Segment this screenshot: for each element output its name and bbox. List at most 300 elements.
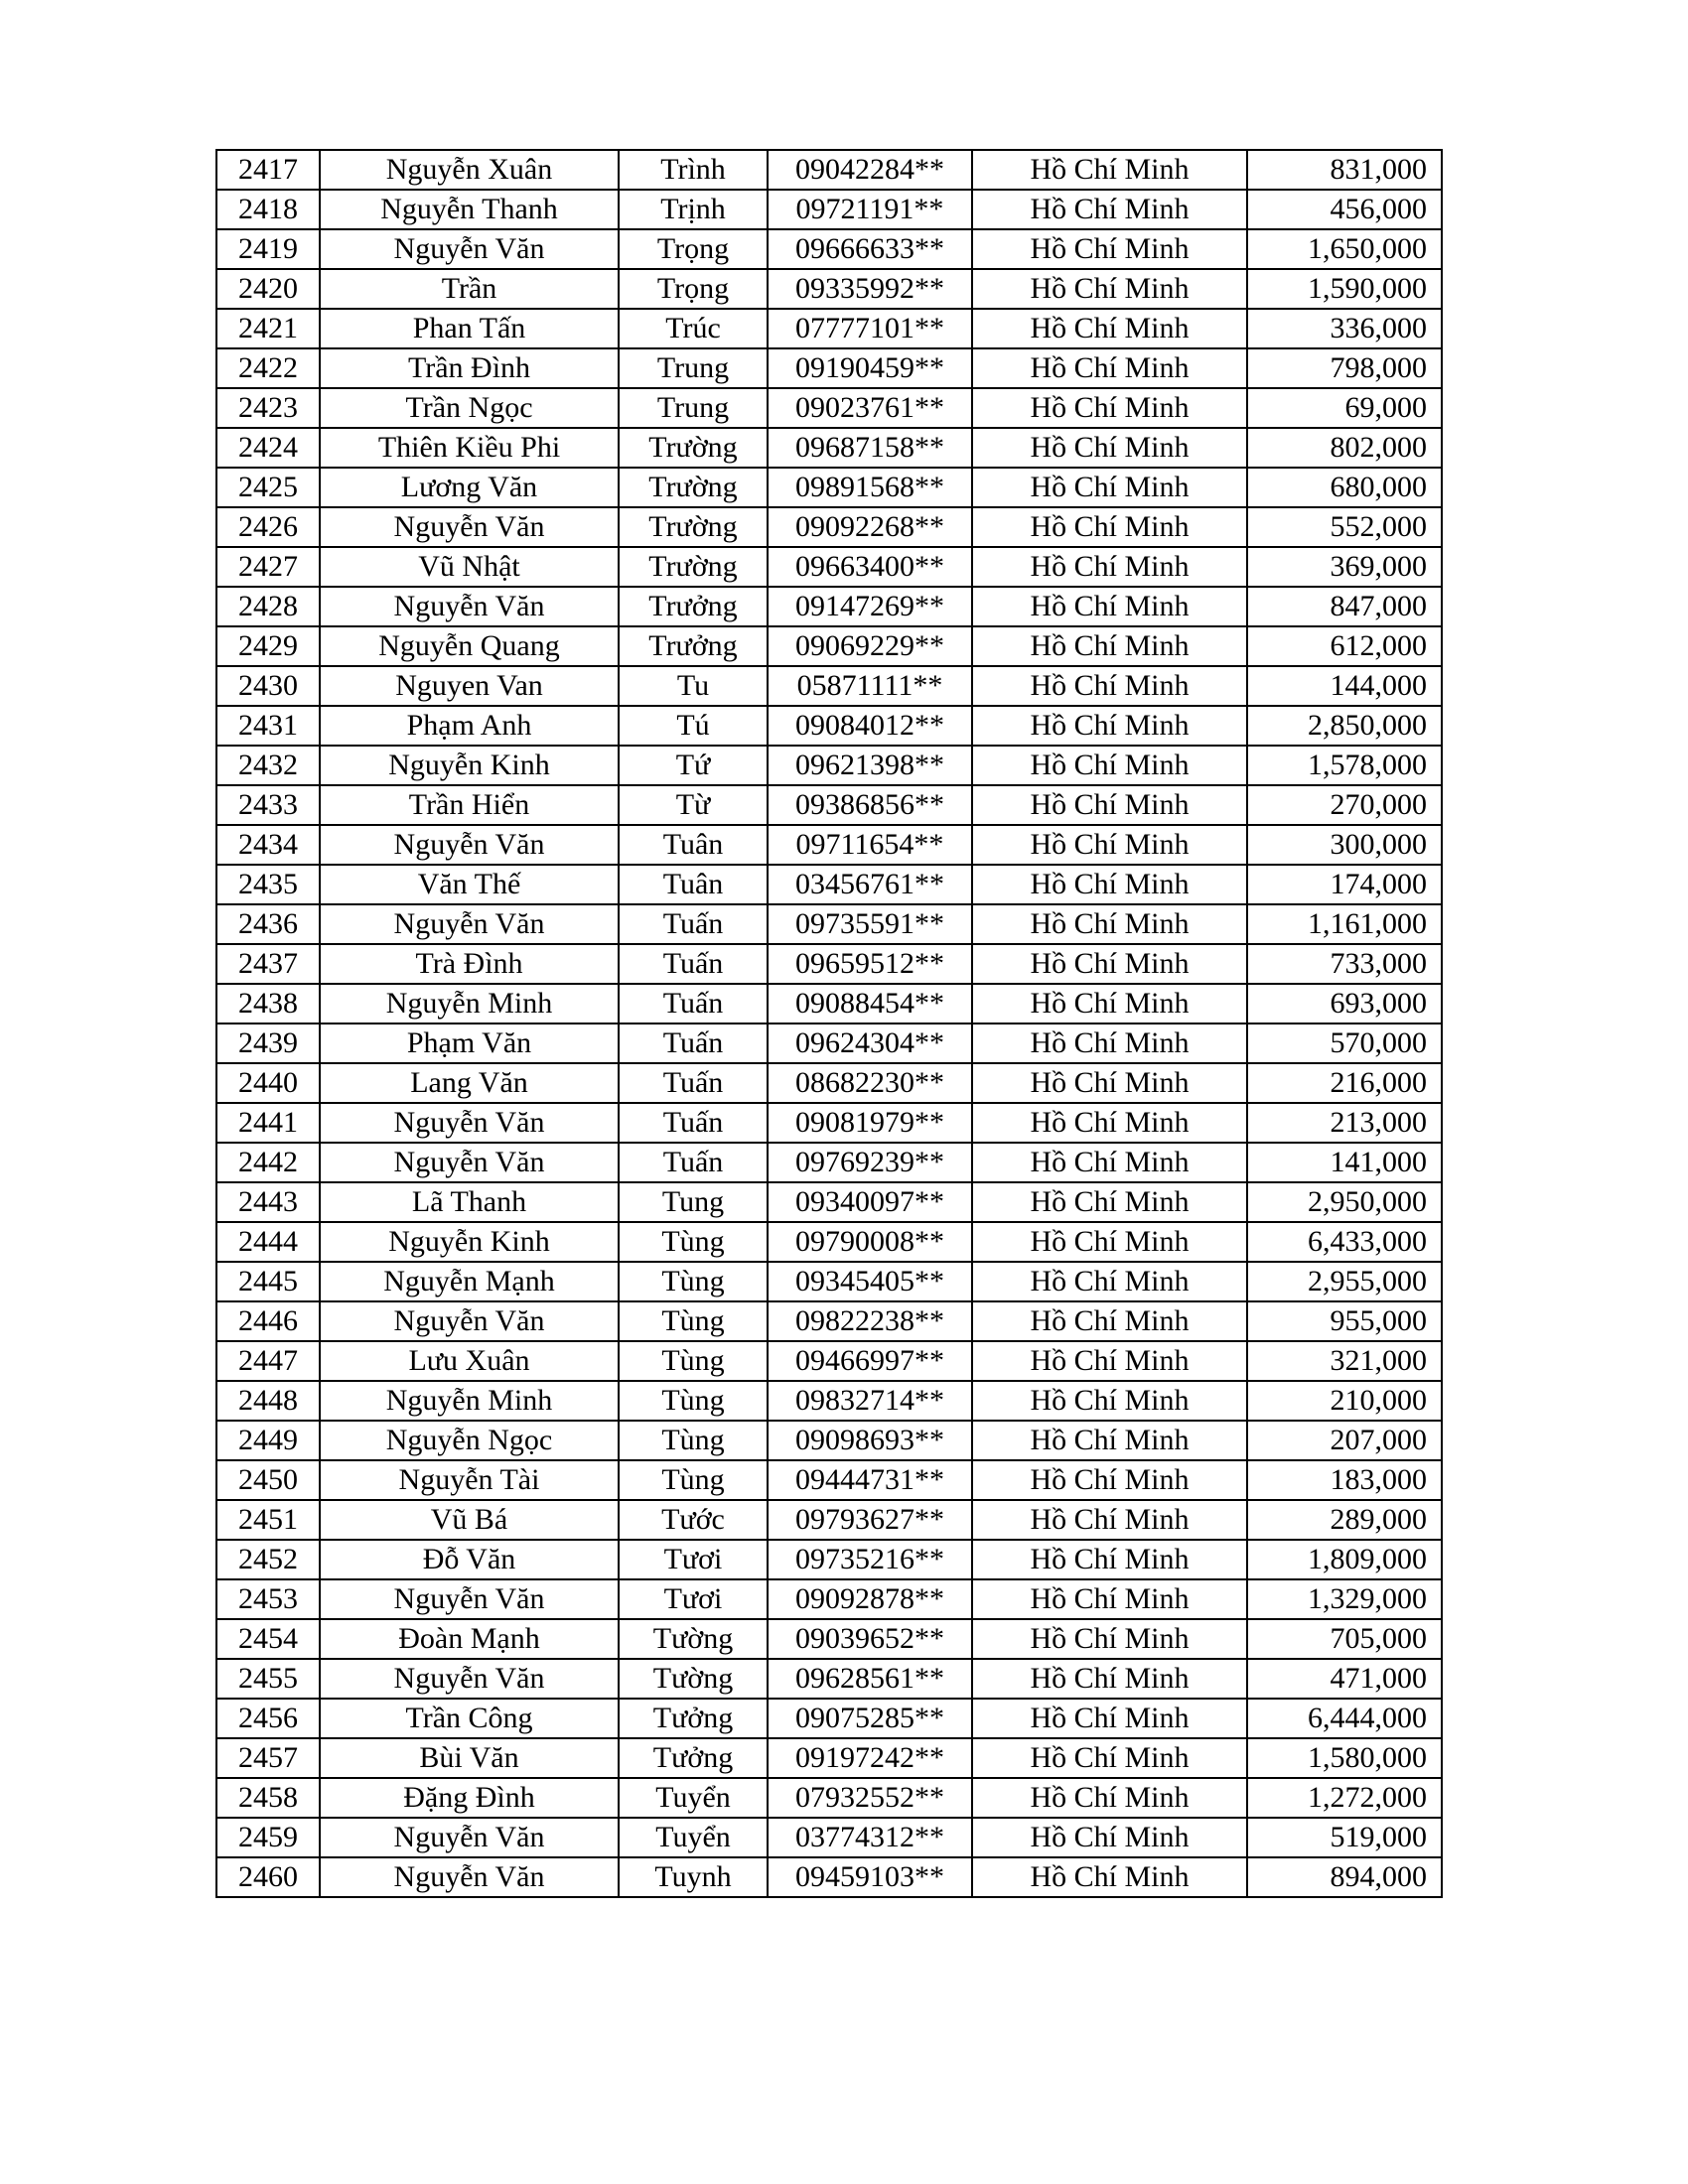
phone-number-cell: 09793627** (768, 1500, 972, 1540)
table-row (216, 1143, 1442, 1182)
amount-cell: 1,590,000 (1247, 269, 1442, 309)
last-middle-name-cell: Nguyễn Văn (320, 825, 619, 865)
first-name-cell: Tưởng (619, 1699, 768, 1738)
last-middle-name-cell: Nguyễn Văn (320, 1857, 619, 1897)
amount-cell: 1,650,000 (1247, 229, 1442, 269)
phone-number-cell: 09687158** (768, 428, 972, 468)
city-cell: Hồ Chí Minh (972, 865, 1247, 904)
row-number-cell: 2444 (216, 1222, 320, 1262)
first-name-cell: Từ (619, 785, 768, 825)
phone-number-cell: 09084012** (768, 706, 972, 746)
row-number-cell: 2432 (216, 746, 320, 785)
last-middle-name-cell: Nguyễn Mạnh (320, 1262, 619, 1301)
last-middle-name-cell: Nguyễn Văn (320, 587, 619, 626)
row-number-cell: 2448 (216, 1381, 320, 1421)
first-name-cell: Tuân (619, 825, 768, 865)
last-middle-name-cell: Đoàn Mạnh (320, 1619, 619, 1659)
first-name-cell: Tung (619, 1182, 768, 1222)
row-number-cell: 2457 (216, 1738, 320, 1778)
amount-cell: 289,000 (1247, 1500, 1442, 1540)
city-cell: Hồ Chí Minh (972, 428, 1247, 468)
amount-cell: 612,000 (1247, 626, 1442, 666)
city-cell: Hồ Chí Minh (972, 507, 1247, 547)
row-number-cell: 2450 (216, 1460, 320, 1500)
amount-cell: 270,000 (1247, 785, 1442, 825)
first-name-cell: Trường (619, 468, 768, 507)
row-number-cell: 2454 (216, 1619, 320, 1659)
amount-cell: 183,000 (1247, 1460, 1442, 1500)
row-number-cell: 2438 (216, 984, 320, 1024)
phone-number-cell: 05871111** (768, 666, 972, 706)
city-cell: Hồ Chí Minh (972, 547, 1247, 587)
table-row (216, 468, 1442, 507)
last-middle-name-cell: Văn Thế (320, 865, 619, 904)
phone-number-cell: 08682230** (768, 1063, 972, 1103)
last-middle-name-cell: Nguyễn Thanh (320, 190, 619, 229)
phone-number-cell: 09832714** (768, 1381, 972, 1421)
table-row (216, 1103, 1442, 1143)
city-cell: Hồ Chí Minh (972, 1460, 1247, 1500)
first-name-cell: Tú (619, 706, 768, 746)
city-cell: Hồ Chí Minh (972, 944, 1247, 984)
first-name-cell: Tùng (619, 1381, 768, 1421)
first-name-cell: Tùng (619, 1262, 768, 1301)
row-number-cell: 2431 (216, 706, 320, 746)
amount-cell: 1,578,000 (1247, 746, 1442, 785)
phone-number-cell: 09147269** (768, 587, 972, 626)
last-middle-name-cell: Vũ Bá (320, 1500, 619, 1540)
row-number-cell: 2440 (216, 1063, 320, 1103)
city-cell: Hồ Chí Minh (972, 904, 1247, 944)
first-name-cell: Tuân (619, 865, 768, 904)
amount-cell: 174,000 (1247, 865, 1442, 904)
first-name-cell: Tuynh (619, 1857, 768, 1897)
table-row (216, 1421, 1442, 1460)
table-row (216, 1579, 1442, 1619)
amount-cell: 798,000 (1247, 348, 1442, 388)
amount-cell: 300,000 (1247, 825, 1442, 865)
last-middle-name-cell: Nguyễn Kinh (320, 1222, 619, 1262)
first-name-cell: Trọng (619, 229, 768, 269)
table-row (216, 1381, 1442, 1421)
amount-cell: 369,000 (1247, 547, 1442, 587)
table-row (216, 746, 1442, 785)
row-number-cell: 2437 (216, 944, 320, 984)
amount-cell: 1,161,000 (1247, 904, 1442, 944)
amount-cell: 705,000 (1247, 1619, 1442, 1659)
first-name-cell: Tùng (619, 1341, 768, 1381)
table-row (216, 825, 1442, 865)
amount-cell: 1,329,000 (1247, 1579, 1442, 1619)
first-name-cell: Trịnh (619, 190, 768, 229)
phone-number-cell: 09345405** (768, 1262, 972, 1301)
city-cell: Hồ Chí Minh (972, 348, 1247, 388)
last-middle-name-cell: Trần Đình (320, 348, 619, 388)
phone-number-cell: 09735216** (768, 1540, 972, 1579)
row-number-cell: 2429 (216, 626, 320, 666)
row-number-cell: 2423 (216, 388, 320, 428)
amount-cell: 213,000 (1247, 1103, 1442, 1143)
row-number-cell: 2441 (216, 1103, 320, 1143)
table-row (216, 904, 1442, 944)
row-number-cell: 2433 (216, 785, 320, 825)
last-middle-name-cell: Thiên Kiều Phi (320, 428, 619, 468)
city-cell: Hồ Chí Minh (972, 825, 1247, 865)
table-row (216, 984, 1442, 1024)
first-name-cell: Tưởng (619, 1738, 768, 1778)
table-body (216, 150, 1442, 1897)
last-middle-name-cell: Nguyễn Văn (320, 1659, 619, 1699)
last-middle-name-cell: Nguyễn Văn (320, 507, 619, 547)
amount-cell: 2,850,000 (1247, 706, 1442, 746)
amount-cell: 207,000 (1247, 1421, 1442, 1460)
last-middle-name-cell: Nguyễn Ngọc (320, 1421, 619, 1460)
row-number-cell: 2453 (216, 1579, 320, 1619)
row-number-cell: 2455 (216, 1659, 320, 1699)
table-row (216, 1341, 1442, 1381)
city-cell: Hồ Chí Minh (972, 626, 1247, 666)
first-name-cell: Trưởng (619, 587, 768, 626)
city-cell: Hồ Chí Minh (972, 1421, 1247, 1460)
city-cell: Hồ Chí Minh (972, 1619, 1247, 1659)
row-number-cell: 2420 (216, 269, 320, 309)
first-name-cell: Tường (619, 1659, 768, 1699)
table-row (216, 865, 1442, 904)
amount-cell: 69,000 (1247, 388, 1442, 428)
amount-cell: 2,950,000 (1247, 1182, 1442, 1222)
phone-number-cell: 09081979** (768, 1103, 972, 1143)
city-cell: Hồ Chí Minh (972, 1579, 1247, 1619)
last-middle-name-cell: Nguyễn Văn (320, 1301, 619, 1341)
row-number-cell: 2458 (216, 1778, 320, 1818)
phone-number-cell: 09039652** (768, 1619, 972, 1659)
last-middle-name-cell: Bùi Văn (320, 1738, 619, 1778)
last-middle-name-cell: Nguyễn Minh (320, 1381, 619, 1421)
amount-cell: 894,000 (1247, 1857, 1442, 1897)
city-cell: Hồ Chí Minh (972, 1381, 1247, 1421)
row-number-cell: 2424 (216, 428, 320, 468)
last-middle-name-cell: Phạm Anh (320, 706, 619, 746)
row-number-cell: 2459 (216, 1818, 320, 1857)
phone-number-cell: 09666633** (768, 229, 972, 269)
row-number-cell: 2449 (216, 1421, 320, 1460)
phone-number-cell: 09735591** (768, 904, 972, 944)
amount-cell: 847,000 (1247, 587, 1442, 626)
table-row (216, 309, 1442, 348)
table-row (216, 1222, 1442, 1262)
last-middle-name-cell: Nguyễn Quang (320, 626, 619, 666)
row-number-cell: 2427 (216, 547, 320, 587)
first-name-cell: Trung (619, 388, 768, 428)
first-name-cell: Tuấn (619, 1024, 768, 1063)
city-cell: Hồ Chí Minh (972, 1103, 1247, 1143)
amount-cell: 2,955,000 (1247, 1262, 1442, 1301)
city-cell: Hồ Chí Minh (972, 1659, 1247, 1699)
amount-cell: 6,433,000 (1247, 1222, 1442, 1262)
table-row (216, 1063, 1442, 1103)
city-cell: Hồ Chí Minh (972, 1540, 1247, 1579)
first-name-cell: Trường (619, 547, 768, 587)
row-number-cell: 2445 (216, 1262, 320, 1301)
table-row (216, 1778, 1442, 1818)
city-cell: Hồ Chí Minh (972, 1500, 1247, 1540)
city-cell: Hồ Chí Minh (972, 1857, 1247, 1897)
first-name-cell: Tuấn (619, 944, 768, 984)
first-name-cell: Trọng (619, 269, 768, 309)
row-number-cell: 2435 (216, 865, 320, 904)
first-name-cell: Tuyển (619, 1778, 768, 1818)
amount-cell: 570,000 (1247, 1024, 1442, 1063)
city-cell: Hồ Chí Minh (972, 1143, 1247, 1182)
row-number-cell: 2428 (216, 587, 320, 626)
last-middle-name-cell: Trà Đình (320, 944, 619, 984)
row-number-cell: 2456 (216, 1699, 320, 1738)
phone-number-cell: 07777101** (768, 309, 972, 348)
last-middle-name-cell: Trần Công (320, 1699, 619, 1738)
donor-table (215, 149, 1443, 1898)
amount-cell: 210,000 (1247, 1381, 1442, 1421)
city-cell: Hồ Chí Minh (972, 468, 1247, 507)
table-row (216, 547, 1442, 587)
city-cell: Hồ Chí Minh (972, 1738, 1247, 1778)
last-middle-name-cell: Trần (320, 269, 619, 309)
phone-number-cell: 09075285** (768, 1699, 972, 1738)
first-name-cell: Tuấn (619, 1143, 768, 1182)
table-row (216, 1818, 1442, 1857)
phone-number-cell: 03456761** (768, 865, 972, 904)
city-cell: Hồ Chí Minh (972, 1024, 1247, 1063)
first-name-cell: Trúc (619, 309, 768, 348)
row-number-cell: 2439 (216, 1024, 320, 1063)
amount-cell: 456,000 (1247, 190, 1442, 229)
city-cell: Hồ Chí Minh (972, 150, 1247, 190)
row-number-cell: 2443 (216, 1182, 320, 1222)
table-row (216, 1738, 1442, 1778)
phone-number-cell: 09790008** (768, 1222, 972, 1262)
table-row (216, 1500, 1442, 1540)
last-middle-name-cell: Lã Thanh (320, 1182, 619, 1222)
city-cell: Hồ Chí Minh (972, 269, 1247, 309)
table-row (216, 1619, 1442, 1659)
city-cell: Hồ Chí Minh (972, 1778, 1247, 1818)
amount-cell: 1,809,000 (1247, 1540, 1442, 1579)
amount-cell: 552,000 (1247, 507, 1442, 547)
row-number-cell: 2446 (216, 1301, 320, 1341)
table-row (216, 428, 1442, 468)
phone-number-cell: 09092878** (768, 1579, 972, 1619)
city-cell: Hồ Chí Minh (972, 1222, 1247, 1262)
amount-cell: 1,580,000 (1247, 1738, 1442, 1778)
phone-number-cell: 09340097** (768, 1182, 972, 1222)
row-number-cell: 2434 (216, 825, 320, 865)
row-number-cell: 2451 (216, 1500, 320, 1540)
amount-cell: 141,000 (1247, 1143, 1442, 1182)
table-row (216, 587, 1442, 626)
row-number-cell: 2418 (216, 190, 320, 229)
city-cell: Hồ Chí Minh (972, 666, 1247, 706)
table-row (216, 1301, 1442, 1341)
city-cell: Hồ Chí Minh (972, 309, 1247, 348)
row-number-cell: 2436 (216, 904, 320, 944)
city-cell: Hồ Chí Minh (972, 1818, 1247, 1857)
row-number-cell: 2417 (216, 150, 320, 190)
table-row (216, 507, 1442, 547)
city-cell: Hồ Chí Minh (972, 388, 1247, 428)
row-number-cell: 2460 (216, 1857, 320, 1897)
phone-number-cell: 09069229** (768, 626, 972, 666)
row-number-cell: 2452 (216, 1540, 320, 1579)
table-row (216, 1024, 1442, 1063)
city-cell: Hồ Chí Minh (972, 587, 1247, 626)
last-middle-name-cell: Phạm Văn (320, 1024, 619, 1063)
table-row (216, 348, 1442, 388)
city-cell: Hồ Chí Minh (972, 1063, 1247, 1103)
phone-number-cell: 09042284** (768, 150, 972, 190)
first-name-cell: Tuấn (619, 1103, 768, 1143)
table-row (216, 269, 1442, 309)
city-cell: Hồ Chí Minh (972, 746, 1247, 785)
first-name-cell: Tươi (619, 1540, 768, 1579)
phone-number-cell: 09721191** (768, 190, 972, 229)
amount-cell: 144,000 (1247, 666, 1442, 706)
phone-number-cell: 09197242** (768, 1738, 972, 1778)
city-cell: Hồ Chí Minh (972, 190, 1247, 229)
row-number-cell: 2442 (216, 1143, 320, 1182)
last-middle-name-cell: Nguyễn Tài (320, 1460, 619, 1500)
table-row (216, 190, 1442, 229)
first-name-cell: Tuấn (619, 984, 768, 1024)
phone-number-cell: 09088454** (768, 984, 972, 1024)
table-row (216, 1699, 1442, 1738)
last-middle-name-cell: Nguyễn Minh (320, 984, 619, 1024)
last-middle-name-cell: Nguyễn Văn (320, 1143, 619, 1182)
last-middle-name-cell: Lương Văn (320, 468, 619, 507)
table-row (216, 706, 1442, 746)
city-cell: Hồ Chí Minh (972, 984, 1247, 1024)
phone-number-cell: 09444731** (768, 1460, 972, 1500)
last-middle-name-cell: Đỗ Văn (320, 1540, 619, 1579)
phone-number-cell: 09822238** (768, 1301, 972, 1341)
first-name-cell: Tường (619, 1619, 768, 1659)
city-cell: Hồ Chí Minh (972, 1182, 1247, 1222)
city-cell: Hồ Chí Minh (972, 785, 1247, 825)
phone-number-cell: 09891568** (768, 468, 972, 507)
table-row (216, 626, 1442, 666)
last-middle-name-cell: Nguyễn Xuân (320, 150, 619, 190)
table-row (216, 1262, 1442, 1301)
city-cell: Hồ Chí Minh (972, 1301, 1247, 1341)
row-number-cell: 2425 (216, 468, 320, 507)
phone-number-cell: 09628561** (768, 1659, 972, 1699)
table-row (216, 1540, 1442, 1579)
phone-number-cell: 09190459** (768, 348, 972, 388)
amount-cell: 693,000 (1247, 984, 1442, 1024)
row-number-cell: 2447 (216, 1341, 320, 1381)
amount-cell: 680,000 (1247, 468, 1442, 507)
first-name-cell: Tùng (619, 1222, 768, 1262)
phone-number-cell: 09459103** (768, 1857, 972, 1897)
amount-cell: 471,000 (1247, 1659, 1442, 1699)
amount-cell: 6,444,000 (1247, 1699, 1442, 1738)
last-middle-name-cell: Nguyễn Văn (320, 904, 619, 944)
last-middle-name-cell: Lưu Xuân (320, 1341, 619, 1381)
table-row (216, 1460, 1442, 1500)
table-row (216, 944, 1442, 984)
amount-cell: 733,000 (1247, 944, 1442, 984)
row-number-cell: 2421 (216, 309, 320, 348)
phone-number-cell: 09621398** (768, 746, 972, 785)
row-number-cell: 2426 (216, 507, 320, 547)
phone-number-cell: 09466997** (768, 1341, 972, 1381)
phone-number-cell: 09711654** (768, 825, 972, 865)
first-name-cell: Tươi (619, 1579, 768, 1619)
first-name-cell: Tước (619, 1500, 768, 1540)
first-name-cell: Trình (619, 150, 768, 190)
city-cell: Hồ Chí Minh (972, 229, 1247, 269)
first-name-cell: Tuấn (619, 1063, 768, 1103)
phone-number-cell: 09386856** (768, 785, 972, 825)
amount-cell: 216,000 (1247, 1063, 1442, 1103)
phone-number-cell: 09092268** (768, 507, 972, 547)
phone-number-cell: 09663400** (768, 547, 972, 587)
last-middle-name-cell: Nguyễn Văn (320, 1103, 619, 1143)
phone-number-cell: 09659512** (768, 944, 972, 984)
first-name-cell: Tùng (619, 1301, 768, 1341)
amount-cell: 802,000 (1247, 428, 1442, 468)
city-cell: Hồ Chí Minh (972, 1341, 1247, 1381)
phone-number-cell: 09335992** (768, 269, 972, 309)
table-row (216, 1182, 1442, 1222)
amount-cell: 955,000 (1247, 1301, 1442, 1341)
first-name-cell: Trường (619, 428, 768, 468)
city-cell: Hồ Chí Minh (972, 1699, 1247, 1738)
first-name-cell: Tuyển (619, 1818, 768, 1857)
first-name-cell: Tuấn (619, 904, 768, 944)
phone-number-cell: 09023761** (768, 388, 972, 428)
row-number-cell: 2419 (216, 229, 320, 269)
last-middle-name-cell: Đặng Đình (320, 1778, 619, 1818)
last-middle-name-cell: Nguyễn Kinh (320, 746, 619, 785)
last-middle-name-cell: Phan Tấn (320, 309, 619, 348)
first-name-cell: Trưởng (619, 626, 768, 666)
last-middle-name-cell: Lang Văn (320, 1063, 619, 1103)
amount-cell: 1,272,000 (1247, 1778, 1442, 1818)
first-name-cell: Tứ (619, 746, 768, 785)
first-name-cell: Trường (619, 507, 768, 547)
first-name-cell: Tùng (619, 1421, 768, 1460)
table-row (216, 150, 1442, 190)
phone-number-cell: 07932552** (768, 1778, 972, 1818)
table-row (216, 1659, 1442, 1699)
amount-cell: 831,000 (1247, 150, 1442, 190)
last-middle-name-cell: Trần Ngọc (320, 388, 619, 428)
table-row (216, 666, 1442, 706)
phone-number-cell: 03774312** (768, 1818, 972, 1857)
phone-number-cell: 09624304** (768, 1024, 972, 1063)
table-row (216, 388, 1442, 428)
last-middle-name-cell: Trần Hiển (320, 785, 619, 825)
row-number-cell: 2422 (216, 348, 320, 388)
city-cell: Hồ Chí Minh (972, 706, 1247, 746)
first-name-cell: Trung (619, 348, 768, 388)
amount-cell: 519,000 (1247, 1818, 1442, 1857)
phone-number-cell: 09769239** (768, 1143, 972, 1182)
last-middle-name-cell: Nguyễn Văn (320, 1818, 619, 1857)
last-middle-name-cell: Vũ Nhật (320, 547, 619, 587)
table-row (216, 1857, 1442, 1897)
last-middle-name-cell: Nguyễn Văn (320, 1579, 619, 1619)
row-number-cell: 2430 (216, 666, 320, 706)
